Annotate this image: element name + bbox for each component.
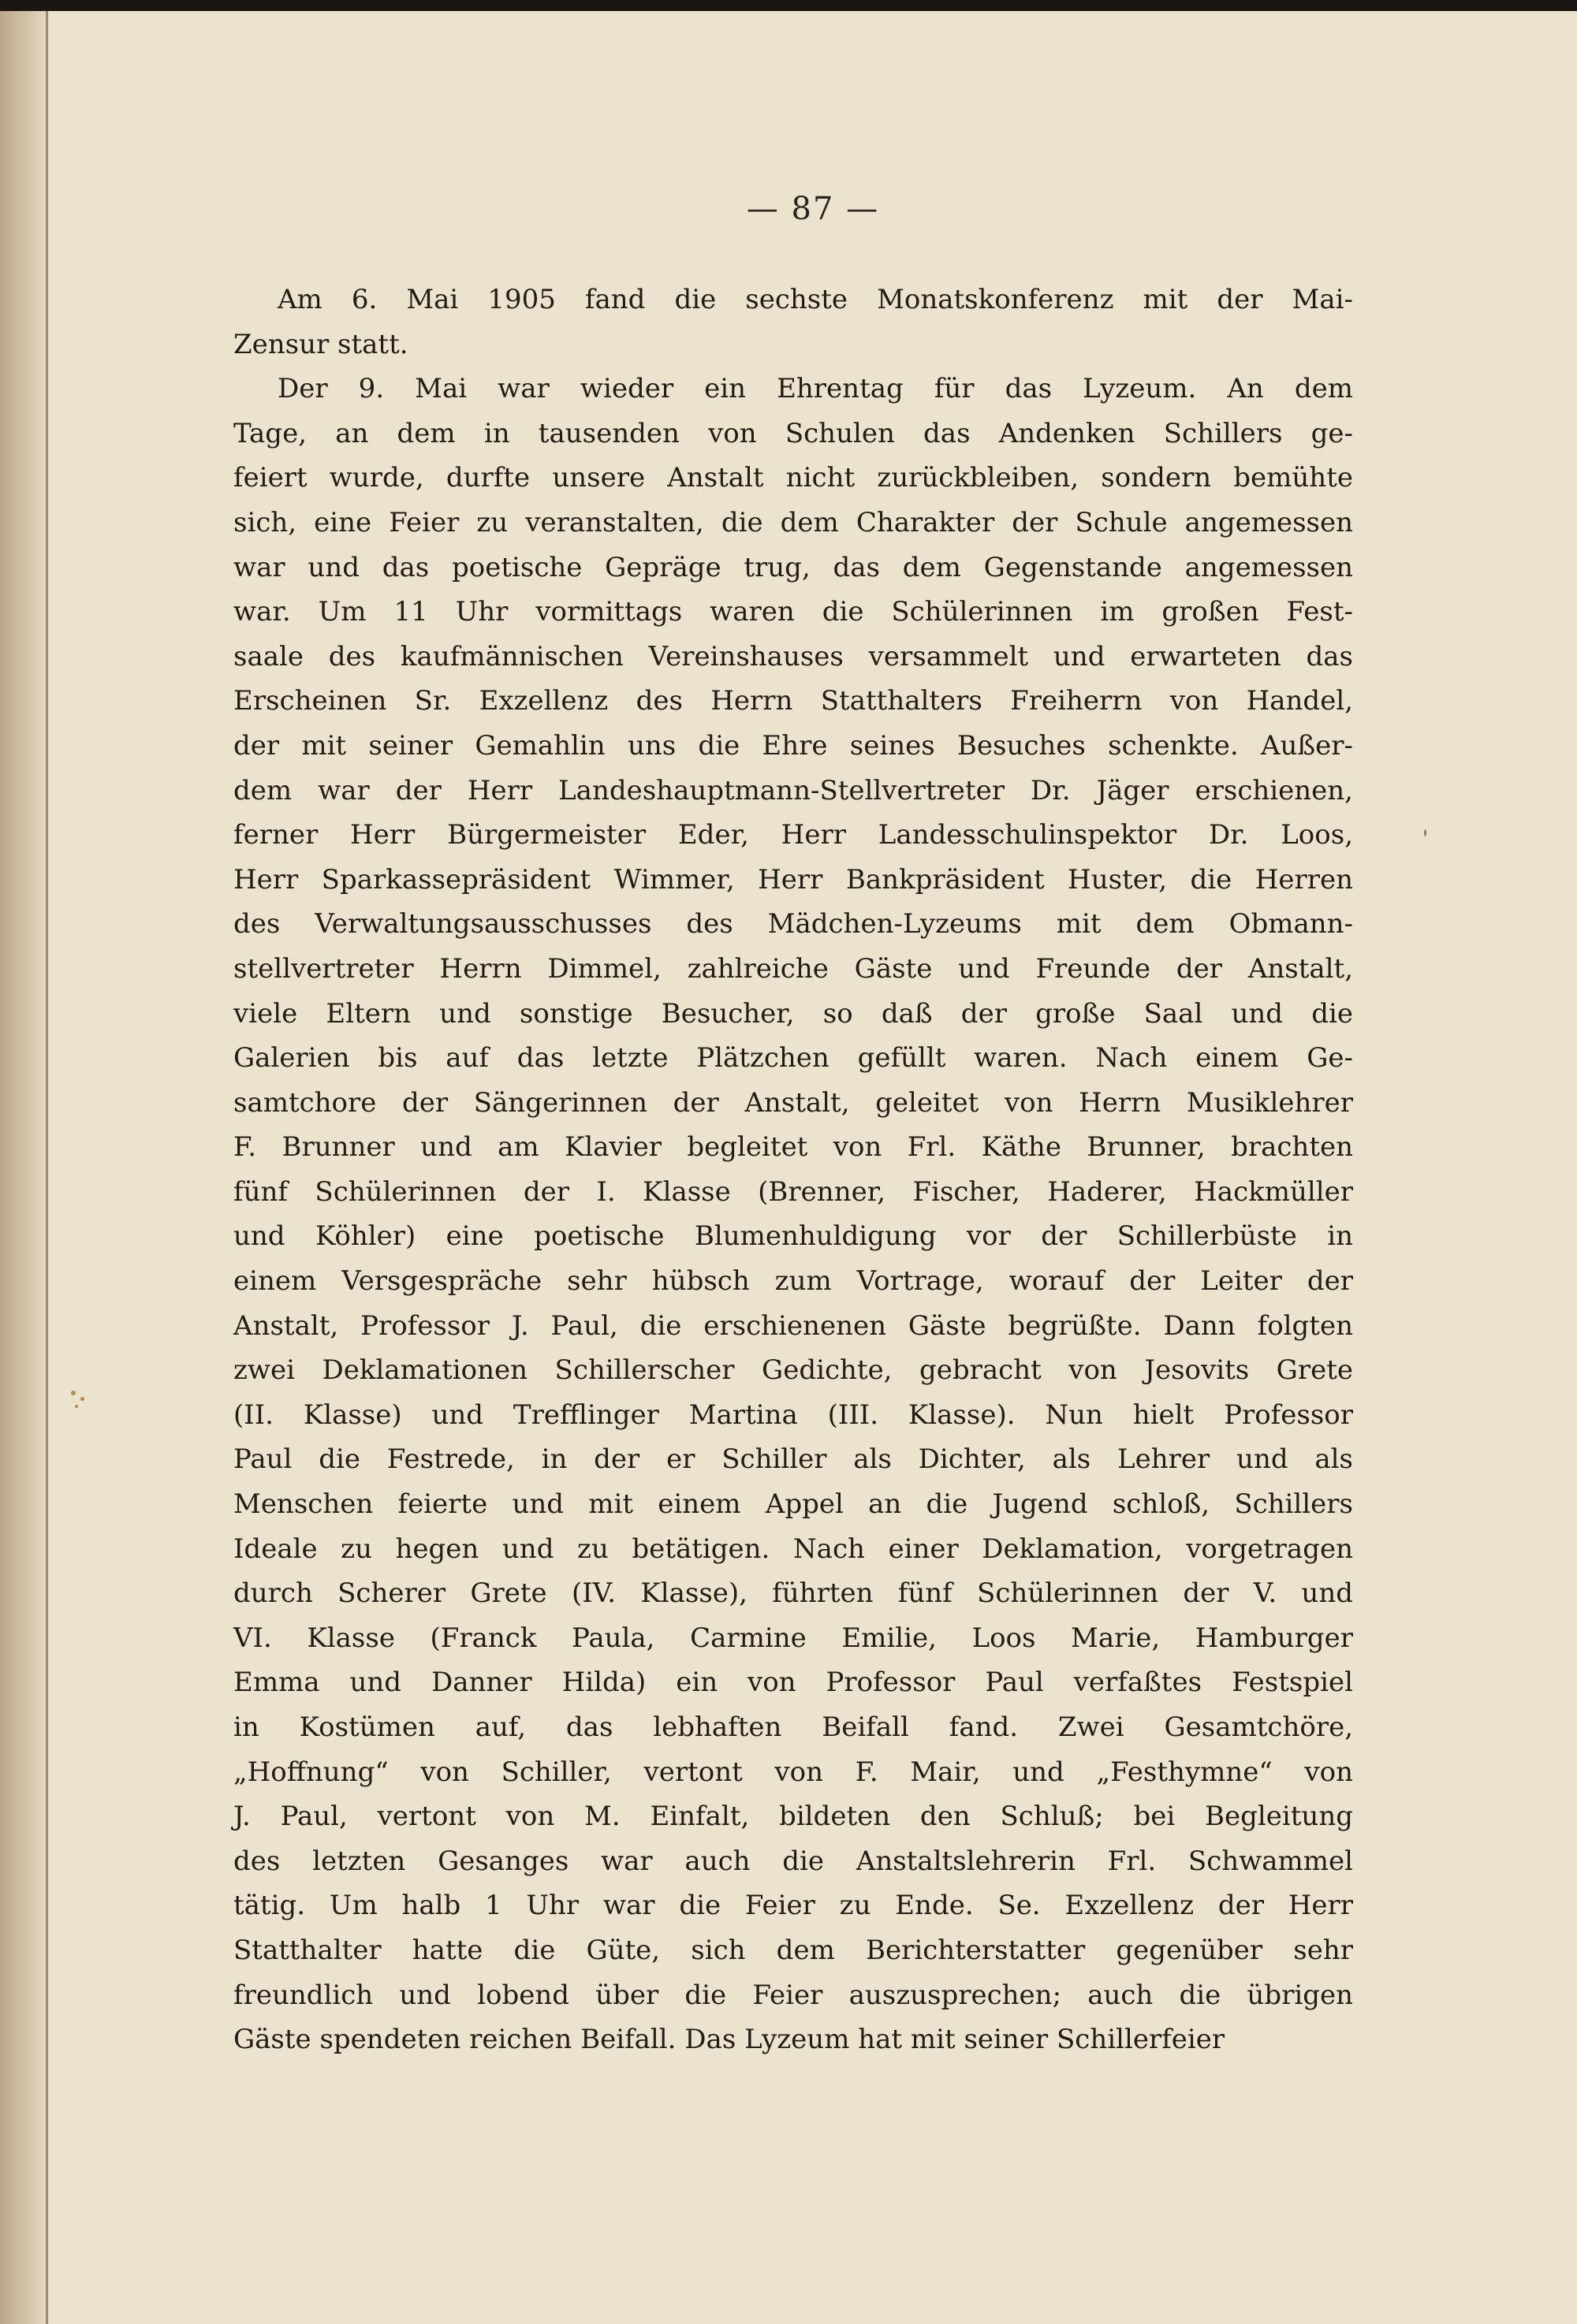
- book-page: [49, 11, 1577, 2324]
- text-line: durch Scherer Grete (IV. Klasse), führten fünf Schülerinnen der V. und: [233, 1577, 1353, 1610]
- text-line: J. Paul, vertont von M. Einfalt, bildeten den Schluß; bei Begleitung: [233, 1801, 1353, 1833]
- text-line: saale des kaufmännischen Vereinshauses versammelt und erwarteten das: [233, 640, 1353, 672]
- text-line: feiert wurde, durfte unsere Anstalt nicht zurückbleiben, sondern bemühte: [233, 462, 1353, 494]
- page-number: — 87 —: [746, 191, 880, 227]
- text-line: Menschen feierte und mit einem Appel an die Jugend schloß, Schillers: [233, 1488, 1353, 1521]
- text-line: und Köhler) eine poetische Blumenhuldigung vor der Schillerbüste in: [233, 1220, 1353, 1253]
- scan-top-edge: [0, 0, 1577, 11]
- text-line: F. Brunner und am Klavier begleitet von Frl. Käthe Brunner, brachten: [233, 1131, 1353, 1164]
- body-text: [233, 277, 1353, 2062]
- text-line: Statthalter hatte die Güte, sich dem Berichterstatter gegenüber sehr: [233, 1934, 1353, 1966]
- text-line: Tage, an dem in tausenden von Schulen das Andenken Schillers ge-: [233, 417, 1353, 449]
- text-line: Ideale zu hegen und zu betätigen. Nach einer Deklamation, vorgetragen: [233, 1533, 1353, 1565]
- gutter-fold-line: [46, 11, 48, 2324]
- text-line: fünf Schülerinnen der I. Klasse (Brenner, Fischer, Haderer, Hackmüller: [233, 1175, 1353, 1208]
- text-line: war und das poetische Gepräge trug, das dem Gegenstande angemessen: [233, 551, 1353, 583]
- text-line: Gäste spendeten reichen Beifall. Das Lyzeum hat mit seiner Schillerfeier: [233, 2024, 1225, 2056]
- text-line: Am 6. Mai 1905 fand die sechste Monatskonferenz mit der Mai-: [278, 284, 1353, 315]
- text-line: dem war der Herr Landeshauptmann-Stellvertreter Dr. Jäger erschienen,: [233, 774, 1353, 806]
- paper-speck: [71, 1391, 76, 1395]
- text-line: Zensur statt.: [233, 328, 408, 360]
- text-line: samtchore der Sängerinnen der Anstalt, geleitet von Herrn Musiklehrer: [233, 1086, 1353, 1119]
- text-line: viele Eltern und sonstige Besucher, so daß der große Saal und die: [233, 997, 1353, 1030]
- text-line: ferner Herr Bürgermeister Eder, Herr Landesschulinspektor Dr. Loos,: [233, 819, 1353, 851]
- text-line: Der 9. Mai war wieder ein Ehrentag für das Lyzeum. An dem: [278, 373, 1353, 405]
- text-line: freundlich und lobend über die Feier auszusprechen; auch die übrigen: [233, 1979, 1353, 2011]
- text-line: Galerien bis auf das letzte Plätzchen gefüllt waren. Nach einem Ge-: [233, 1042, 1353, 1074]
- text-line: VI. Klasse (Franck Paula, Carmine Emilie, Loos Marie, Hamburger: [233, 1622, 1353, 1654]
- text-line: Emma und Danner Hilda) ein von Professor Paul verfaßtes Festspiel: [233, 1667, 1353, 1699]
- text-line: Paul die Festrede, in der er Schiller als Dichter, als Lehrer und als: [233, 1443, 1353, 1476]
- text-line: Erscheinen Sr. Exzellenz des Herrn Statthalters Freiherrn von Handel,: [233, 685, 1353, 717]
- text-line: stellvertreter Herrn Dimmel, zahlreiche Gäste und Freunde der Anstalt,: [233, 952, 1353, 985]
- text-line: einem Versgespräche sehr hübsch zum Vortrage, worauf der Leiter der: [233, 1265, 1353, 1298]
- text-line: tätig. Um halb 1 Uhr war die Feier zu Ende. Se. Exzellenz der Herr: [233, 1890, 1353, 1922]
- text-line: sich, eine Feier zu veranstalten, die dem Charakter der Schule angemessen: [233, 506, 1353, 538]
- text-line: des Verwaltungsausschusses des Mädchen-Lyzeums mit dem Obmann-: [233, 908, 1353, 940]
- paper-speck: [75, 1405, 78, 1408]
- text-line: „Hoffnung“ von Schiller, vertont von F. Mair, und „Festhymne“ von: [233, 1756, 1353, 1788]
- book-spine-gutter: [0, 11, 49, 2324]
- text-line: Anstalt, Professor J. Paul, die erschienenen Gäste begrüßte. Dann folgten: [233, 1309, 1353, 1342]
- text-line: zwei Deklamationen Schillerscher Gedichte, gebracht von Jesovits Grete: [233, 1354, 1353, 1387]
- paper-speck: [1424, 829, 1426, 836]
- text-line: (II. Klasse) und Trefflinger Martina (III. Klasse). Nun hielt Professor: [233, 1398, 1353, 1431]
- paper-speck: [80, 1397, 84, 1401]
- text-line: des letzten Gesanges war auch die Anstaltslehrerin Frl. Schwammel: [233, 1845, 1353, 1877]
- text-line: war. Um 11 Uhr vormittags waren die Schülerinnen im großen Fest-: [233, 596, 1353, 628]
- text-line: in Kostümen auf, das lebhaften Beifall fand. Zwei Gesamtchöre,: [233, 1711, 1353, 1743]
- text-line: Herr Sparkassepräsident Wimmer, Herr Bankpräsident Huster, die Herren: [233, 863, 1353, 896]
- text-line: der mit seiner Gemahlin uns die Ehre seines Besuches schenkte. Außer-: [233, 729, 1353, 762]
